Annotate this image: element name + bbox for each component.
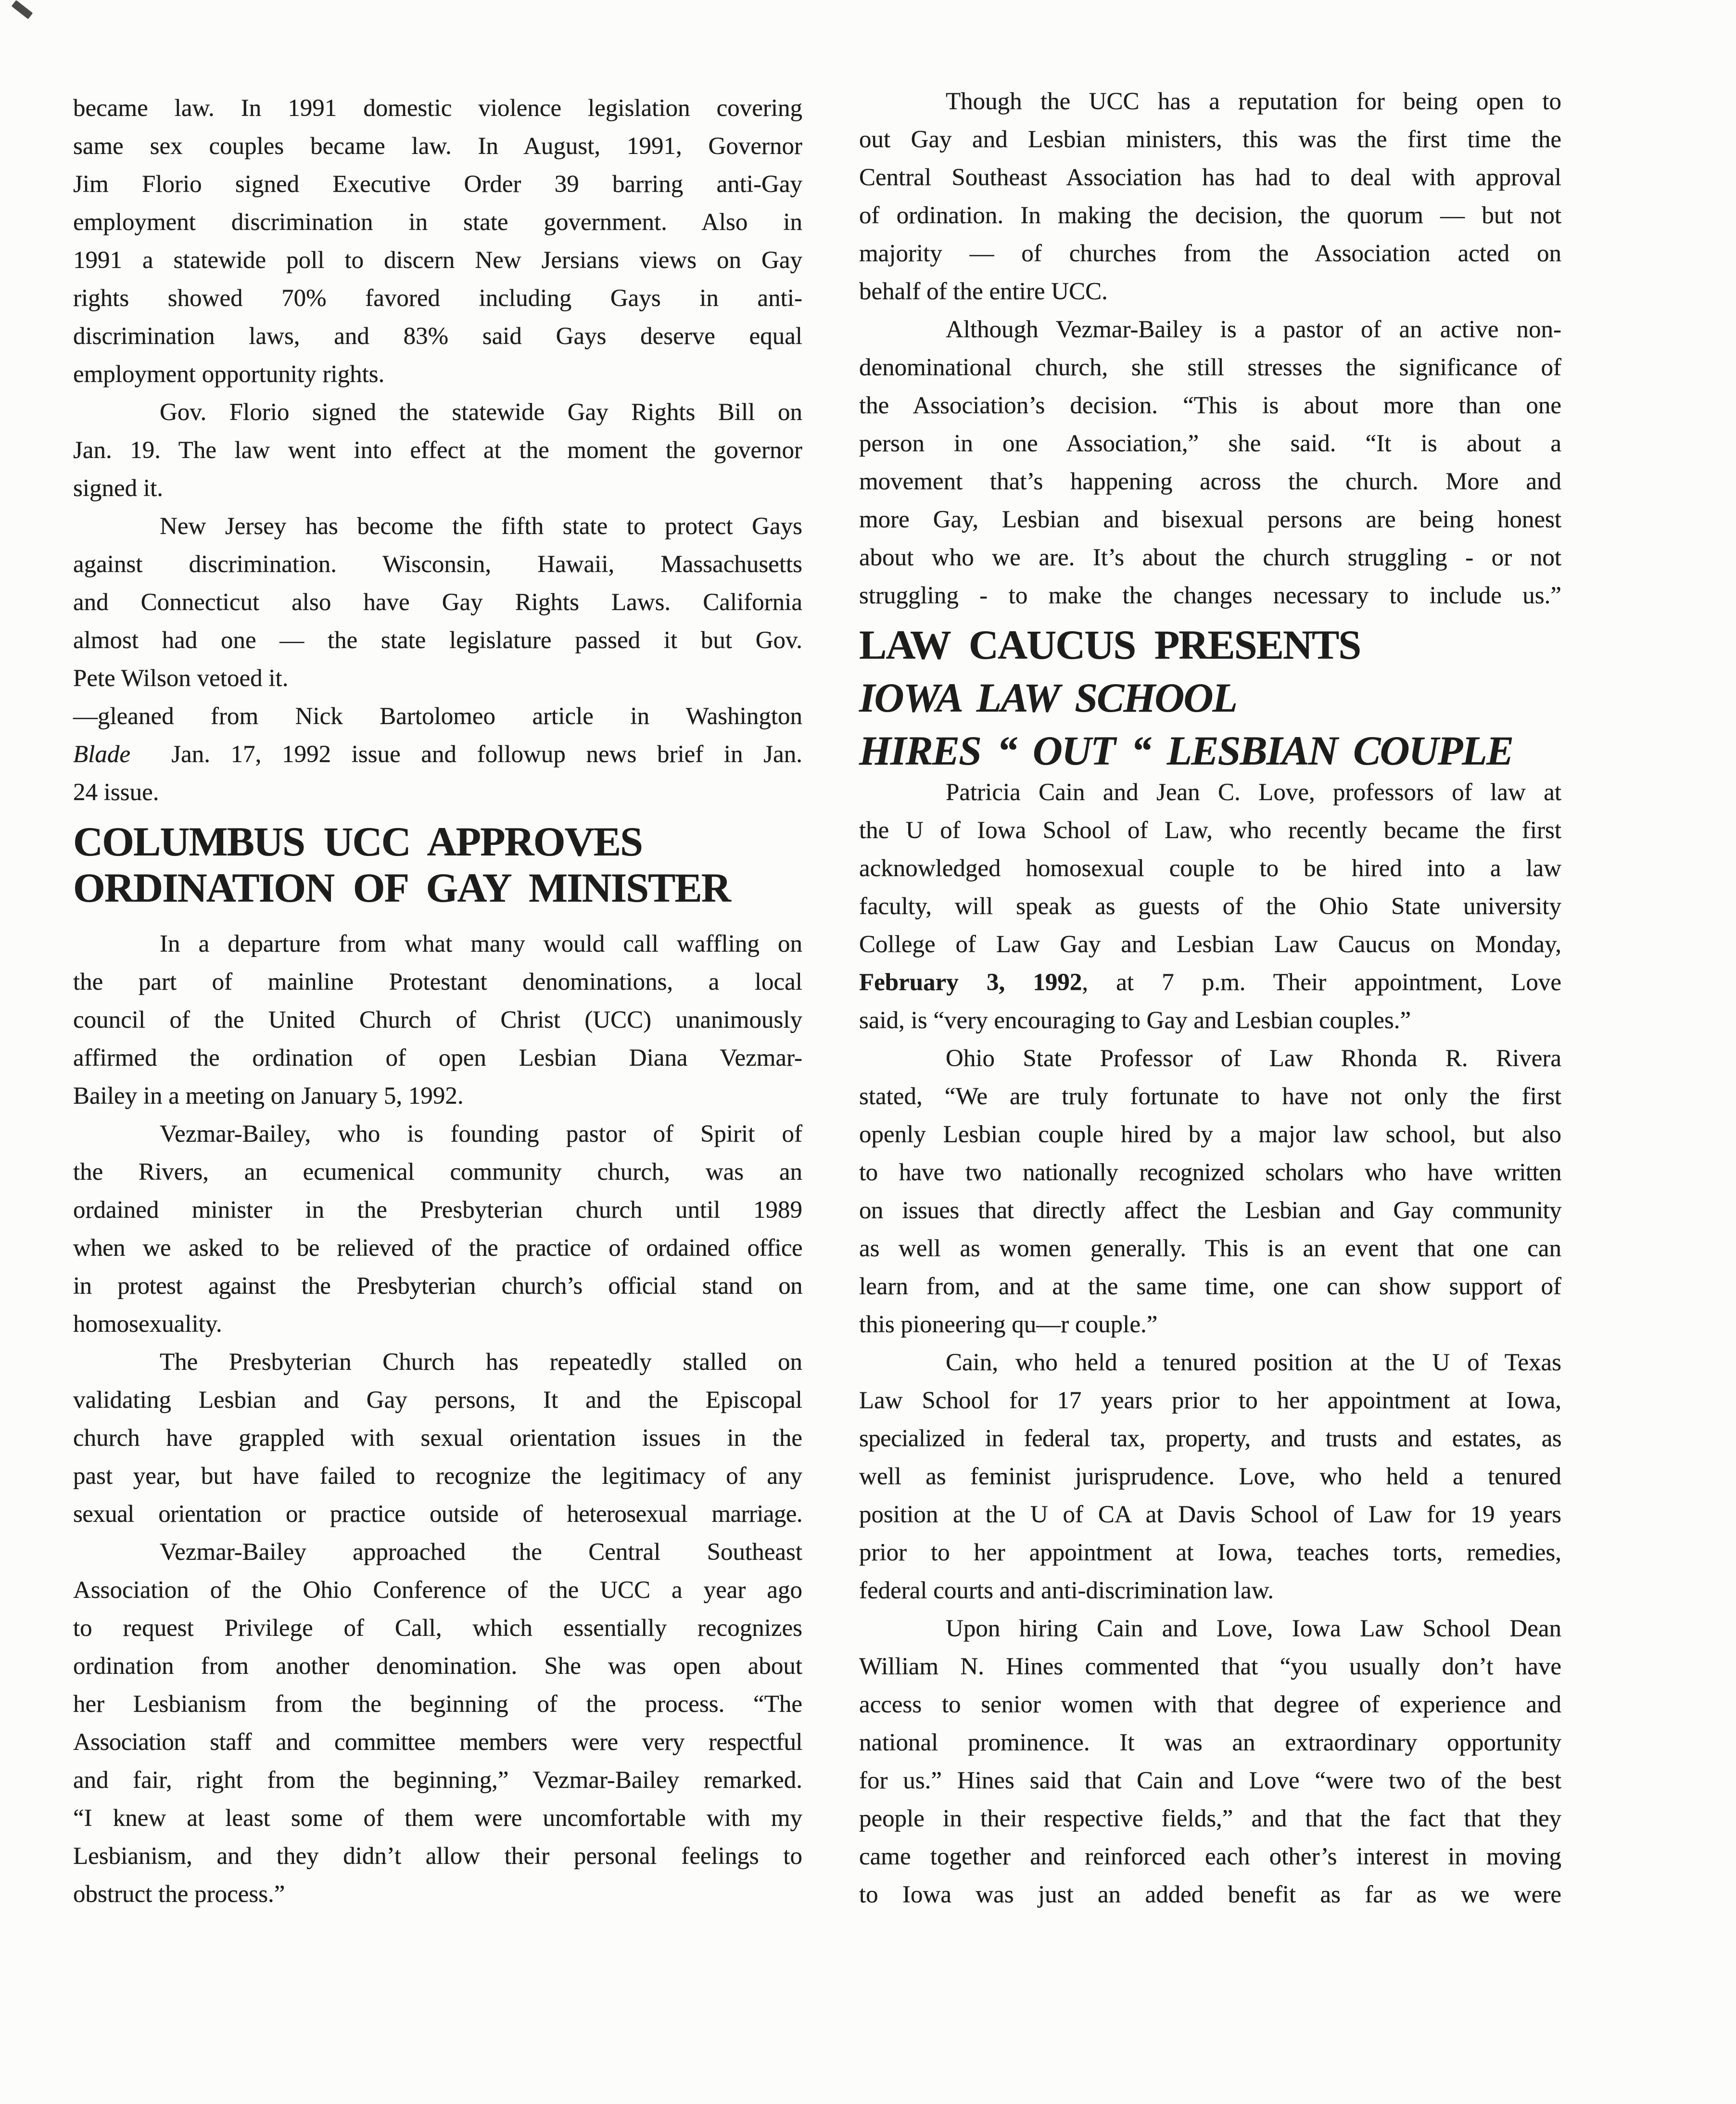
text-line: struggling - to make the changes necessary to include us.” — [859, 582, 1561, 609]
text-line: more Gay, Lesbian and bisexual persons are being honest — [859, 506, 1561, 533]
text-line: to Iowa was just an added benefit as far as we were — [859, 1881, 1561, 1908]
text-line: in protest against the Presbyterian church’s official stand on — [73, 1273, 802, 1300]
text-line: the Association’s decision. “This is about more than one — [859, 392, 1561, 419]
text-line: Patricia Cain and Jean C. Love, professors of law at — [946, 779, 1561, 806]
text-line: Jan. 19. The law went into effect at the moment the governor — [73, 437, 802, 464]
text-line: Although Vezmar-Bailey is a pastor of an active non- — [946, 316, 1561, 343]
text-line: well as feminist jurisprudence. Love, who held a tenured — [859, 1463, 1561, 1490]
headline — [859, 622, 1561, 668]
text-line: as well as women generally. This is an event that one can — [859, 1235, 1561, 1262]
text-line: College of Law Gay and Lesbian Law Caucus on Monday, — [859, 931, 1561, 958]
text-line: majority — of churches from the Association acted on — [859, 240, 1561, 267]
text-line: for us.” Hines said that Cain and Love “were two of the best — [859, 1767, 1561, 1794]
text-line: about who we are. It’s about the church struggling - or not — [859, 544, 1561, 571]
text-line: same sex couples became law. In August, 1991, Governor — [73, 133, 802, 160]
text-line: Gov. Florio signed the statewide Gay Rights Bill on — [160, 399, 802, 426]
paragraph — [73, 1533, 802, 1913]
paragraph — [859, 1610, 1561, 1914]
text-line: movement that’s happening across the church. More and — [859, 468, 1561, 495]
paragraph — [859, 774, 1561, 1040]
paragraph — [73, 508, 802, 698]
paragraph — [859, 83, 1561, 311]
text-line: came together and reinforced each other’s interest in moving — [859, 1843, 1561, 1870]
text-line: obstruct the process.” — [73, 1881, 285, 1908]
text-line: against discrimination. Wisconsin, Hawaii, Massachusetts — [73, 551, 802, 578]
headline-text: LAW CAUCUS PRESENTS — [859, 622, 1361, 668]
bold-text: February 3, 1992 — [859, 969, 1082, 996]
text-line: to have two nationally recognized scholars who have written — [859, 1159, 1561, 1186]
text-line: the part of mainline Protestant denominations, a local — [73, 969, 802, 995]
paragraph — [859, 1344, 1561, 1610]
text-line: to request Privilege of Call, which essentially recognizes — [73, 1615, 802, 1642]
right-column — [859, 83, 1561, 1914]
text-line: signed it. — [73, 475, 163, 502]
headline-text: HIRES “ OUT “ LESBIAN COUPLE — [859, 727, 1513, 774]
text-line: stated, “We are truly fortunate to have not only the first — [859, 1083, 1561, 1110]
text-line: national prominence. It was an extraordinary opportunity — [859, 1729, 1561, 1756]
text-line: acknowledged homosexual couple to be hired into a law — [859, 855, 1561, 882]
text-line: Though the UCC has a reputation for being open to — [946, 88, 1561, 115]
text-line: Association staff and committee members were very respectful — [73, 1729, 802, 1756]
text-line: Blade Jan. 17, 1992 issue and followup news brief in Jan. — [73, 741, 802, 768]
text-line: ordained minister in the Presbyterian church until 1989 — [73, 1197, 802, 1224]
paragraph — [859, 1040, 1561, 1344]
paragraph — [73, 394, 802, 508]
text-line: validating Lesbian and Gay persons, It and the Episcopal — [73, 1387, 802, 1414]
text-line: “I knew at least some of them were uncomfortable with my — [73, 1805, 802, 1832]
text-line: out Gay and Lesbian ministers, this was the first time the — [859, 126, 1561, 153]
headline-text: COLUMBUS UCC APPROVES — [73, 818, 642, 865]
text-line: Association of the Ohio Conference of the UCC a year ago — [73, 1577, 802, 1604]
text-line: said, is “very encouraging to Gay and Lesbian couples.” — [859, 1007, 1411, 1034]
text-line: on issues that directly affect the Lesbian and Gay community — [859, 1197, 1561, 1224]
text-line: almost had one — the state legislature passed it but Gov. — [73, 627, 802, 654]
text-line: sexual orientation or practice outside of heterosexual marriage. — [73, 1501, 802, 1528]
text-line: Vezmar-Bailey approached the Central Southeast — [160, 1539, 802, 1566]
paragraph — [859, 311, 1561, 615]
text-line: Upon hiring Cain and Love, Iowa Law School Dean — [946, 1615, 1561, 1642]
text-line: learn from, and at the same time, one can show support of — [859, 1273, 1561, 1300]
text-line: affirmed the ordination of open Lesbian Diana Vezmar- — [73, 1045, 802, 1071]
text-line: Law School for 17 years prior to her appointment at Iowa, — [859, 1387, 1561, 1414]
text-line: council of the United Church of Christ (UCC) unanimously — [73, 1007, 802, 1033]
text-line: when we asked to be relieved of the practice of ordained office — [73, 1235, 802, 1262]
text-line: Lesbianism, and they didn’t allow their personal feelings to — [73, 1843, 802, 1870]
text-line: behalf of the entire UCC. — [859, 278, 1108, 305]
text-line: —gleaned from Nick Bartolomeo article in Washington — [73, 703, 802, 730]
left-column — [73, 89, 802, 1913]
text-line: prior to her appointment at Iowa, teaches torts, remedies, — [859, 1539, 1561, 1566]
text-line: Vezmar-Bailey, who is founding pastor of Spirit of — [160, 1121, 802, 1148]
text-line: her Lesbianism from the beginning of the process. “The — [73, 1691, 802, 1718]
paragraph — [73, 1343, 802, 1533]
text-line: people in their respective fields,” and that the fact that they — [859, 1805, 1561, 1832]
headline-text: IOWA LAW SCHOOL — [859, 675, 1237, 721]
text-line: The Presbyterian Church has repeatedly stalled on — [160, 1349, 802, 1376]
text-line: access to senior women with that degree of experience and — [859, 1691, 1561, 1718]
text-line: the U of Iowa School of Law, who recently became the first — [859, 817, 1561, 844]
text-line: became law. In 1991 domestic violence legislation covering — [73, 95, 802, 122]
text-line: Central Southeast Association has had to deal with approval — [859, 164, 1561, 191]
text-line: rights showed 70% favored including Gays in anti- — [73, 285, 802, 312]
paragraph — [73, 698, 802, 812]
text-line: William N. Hines commented that “you usually don’t have — [859, 1653, 1561, 1680]
text-line: February 3, 1992, at 7 p.m. Their appointment, Love — [859, 969, 1561, 996]
text-line: ordination from another denomination. She was open about — [73, 1653, 802, 1680]
paragraph — [73, 89, 802, 394]
text-line: person in one Association,” she said. “It is about a — [859, 430, 1561, 457]
text-line: of ordination. In making the decision, the quorum — but not — [859, 202, 1561, 229]
paragraph — [73, 1115, 802, 1343]
text-line: 1991 a statewide poll to discern New Jersians views on Gay — [73, 247, 802, 274]
text-line: New Jersey has become the fifth state to protect Gays — [160, 513, 802, 540]
text-line: denominational church, she still stresses the significance of — [859, 354, 1561, 381]
headline — [859, 675, 1561, 721]
headline — [859, 727, 1561, 774]
text-line: and fair, right from the beginning,” Vezmar-Bailey remarked. — [73, 1767, 802, 1794]
scan-smudge-artifact — [12, 0, 33, 19]
text-line: this pioneering qu—r couple.” — [859, 1311, 1158, 1338]
text-line: discrimination laws, and 83% said Gays deserve equal — [73, 323, 802, 350]
text-line: In a departure from what many would call waffling on — [160, 931, 802, 957]
text-line: Pete Wilson vetoed it. — [73, 665, 289, 692]
text-line: and Connecticut also have Gay Rights Laws. California — [73, 589, 802, 616]
text-line: 24 issue. — [73, 779, 159, 806]
text-line: past year, but have failed to recognize the legitimacy of any — [73, 1463, 802, 1490]
text-line: Jim Florio signed Executive Order 39 barring anti-Gay — [73, 171, 802, 198]
text-line: position at the U of CA at Davis School of Law for 19 years — [859, 1501, 1561, 1528]
text-line: openly Lesbian couple hired by a major law school, but also — [859, 1121, 1561, 1148]
italic-text: Blade — [73, 741, 130, 768]
text-line: federal courts and anti-discrimination law. — [859, 1577, 1274, 1604]
text-line: Cain, who held a tenured position at the U of Texas — [946, 1349, 1561, 1376]
text-line: employment discrimination in state government. Also in — [73, 209, 802, 236]
text-line: Bailey in a meeting on January 5, 1992. — [73, 1083, 464, 1109]
text-line: specialized in federal tax, property, and trusts and estates, as — [859, 1425, 1561, 1452]
headline-text: ORDINATION OF GAY MINISTER — [73, 865, 730, 911]
text-line: the Rivers, an ecumenical community church, was an — [73, 1159, 802, 1186]
text-line: faculty, will speak as guests of the Ohio State university — [859, 893, 1561, 920]
headline — [73, 818, 802, 911]
text-line: Ohio State Professor of Law Rhonda R. Rivera — [946, 1045, 1561, 1072]
text-line: church have grappled with sexual orientation issues in the — [73, 1425, 802, 1452]
text-line: employment opportunity rights. — [73, 361, 385, 388]
text-line: homosexuality. — [73, 1311, 222, 1338]
paragraph — [73, 925, 802, 1115]
